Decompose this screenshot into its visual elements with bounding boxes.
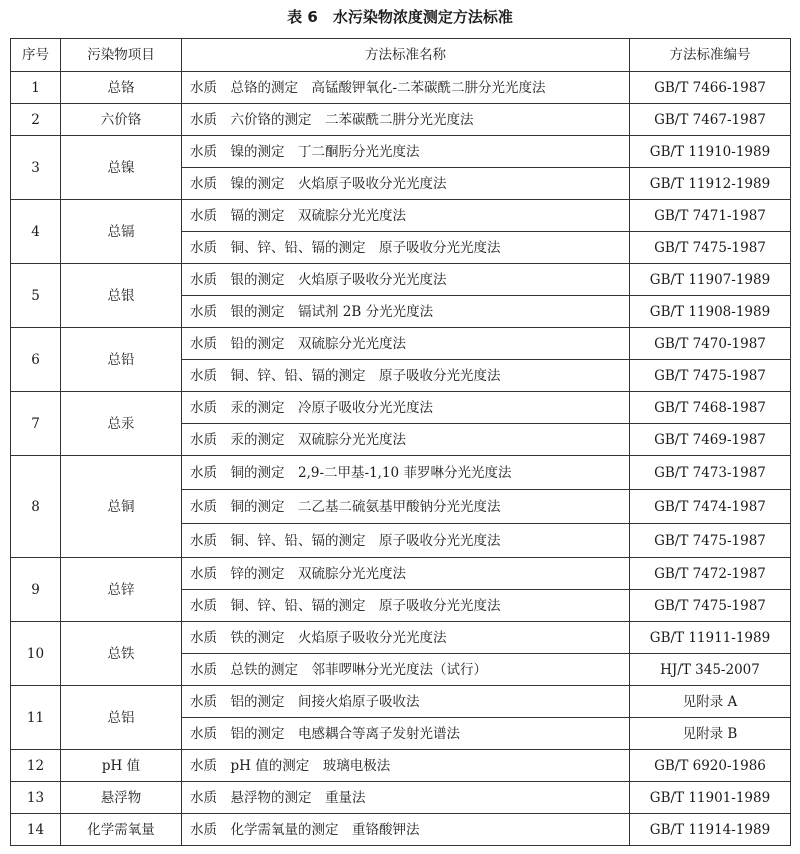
standard-code: GB/T 7471-1987 xyxy=(630,200,791,232)
method-name: 水质 总铁的测定 邻菲啰啉分光光度法（试行） xyxy=(182,654,630,686)
row-number: 2 xyxy=(11,104,61,136)
standard-code: 见附录 B xyxy=(630,718,791,750)
row-number: 1 xyxy=(11,72,61,104)
standard-code: GB/T 7474-1987 xyxy=(630,490,791,524)
pollutant-item: pH 值 xyxy=(61,750,182,782)
table-row xyxy=(11,328,791,360)
method-name: 水质 铜的测定 二乙基二硫氨基甲酸钠分光光度法 xyxy=(182,490,630,524)
standard-code: GB/T 11907-1989 xyxy=(630,264,791,296)
pollutant-item: 总锌 xyxy=(61,558,182,622)
table-body xyxy=(11,72,791,846)
row-number: 11 xyxy=(11,686,61,750)
pollutant-item: 总铝 xyxy=(61,686,182,750)
standard-code: GB/T 7467-1987 xyxy=(630,104,791,136)
method-name: 水质 汞的测定 冷原子吸收分光光度法 xyxy=(182,392,630,424)
pollutant-item: 六价铬 xyxy=(61,104,182,136)
pollutant-item: 总铜 xyxy=(61,456,182,558)
row-number: 3 xyxy=(11,136,61,200)
standard-code: 见附录 A xyxy=(630,686,791,718)
standard-code: GB/T 7470-1987 xyxy=(630,328,791,360)
row-number: 13 xyxy=(11,782,61,814)
row-number: 6 xyxy=(11,328,61,392)
method-name: 水质 铜、锌、铅、镉的测定 原子吸收分光光度法 xyxy=(182,360,630,392)
method-name: 水质 化学需氧量的测定 重铬酸钾法 xyxy=(182,814,630,846)
table-row xyxy=(11,814,791,846)
method-name: 水质 镍的测定 火焰原子吸收分光光度法 xyxy=(182,168,630,200)
row-number: 5 xyxy=(11,264,61,328)
standard-code: GB/T 7468-1987 xyxy=(630,392,791,424)
standard-code: GB/T 11901-1989 xyxy=(630,782,791,814)
standard-code: GB/T 6920-1986 xyxy=(630,750,791,782)
standards-table xyxy=(10,38,791,846)
pollutant-item: 化学需氧量 xyxy=(61,814,182,846)
standard-code: GB/T 11908-1989 xyxy=(630,296,791,328)
row-number: 14 xyxy=(11,814,61,846)
standard-code: GB/T 11911-1989 xyxy=(630,622,791,654)
method-name: 水质 总铬的测定 高锰酸钾氧化-二苯碳酰二肼分光光度法 xyxy=(182,72,630,104)
table-title: 表 6 水污染物浓度测定方法标准 xyxy=(287,8,513,26)
pollutant-item: 总铅 xyxy=(61,328,182,392)
table-row xyxy=(11,558,791,590)
method-name: 水质 铝的测定 间接火焰原子吸收法 xyxy=(182,686,630,718)
table-row xyxy=(11,750,791,782)
standard-code: GB/T 11912-1989 xyxy=(630,168,791,200)
table-row xyxy=(11,264,791,296)
row-number: 8 xyxy=(11,456,61,558)
standard-code: GB/T 7475-1987 xyxy=(630,590,791,622)
method-name: 水质 铜、锌、铅、镉的测定 原子吸收分光光度法 xyxy=(182,232,630,264)
standard-code: GB/T 7475-1987 xyxy=(630,360,791,392)
pollutant-item: 悬浮物 xyxy=(61,782,182,814)
table-row xyxy=(11,456,791,490)
standard-code: GB/T 7472-1987 xyxy=(630,558,791,590)
table-row xyxy=(11,136,791,168)
standard-code: GB/T 7475-1987 xyxy=(630,232,791,264)
header-item: 污染物项目 xyxy=(61,39,182,72)
standard-code: GB/T 7475-1987 xyxy=(630,524,791,558)
standard-code: GB/T 11914-1989 xyxy=(630,814,791,846)
method-name: 水质 汞的测定 双硫腙分光光度法 xyxy=(182,424,630,456)
pollutant-item: 总铬 xyxy=(61,72,182,104)
header-row xyxy=(11,39,791,72)
row-number: 12 xyxy=(11,750,61,782)
method-name: 水质 铜的测定 2,9-二甲基-1,10 菲罗啉分光光度法 xyxy=(182,456,630,490)
method-name: 水质 悬浮物的测定 重量法 xyxy=(182,782,630,814)
method-name: 水质 锌的测定 双硫腙分光光度法 xyxy=(182,558,630,590)
method-name: 水质 铜、锌、铅、镉的测定 原子吸收分光光度法 xyxy=(182,524,630,558)
header-code: 方法标准编号 xyxy=(630,39,791,72)
table-row xyxy=(11,392,791,424)
table-row xyxy=(11,104,791,136)
table-row xyxy=(11,200,791,232)
pollutant-item: 总铁 xyxy=(61,622,182,686)
standard-code: GB/T 7469-1987 xyxy=(630,424,791,456)
row-number: 7 xyxy=(11,392,61,456)
method-name: 水质 铁的测定 火焰原子吸收分光光度法 xyxy=(182,622,630,654)
standard-code: GB/T 7466-1987 xyxy=(630,72,791,104)
header-method: 方法标准名称 xyxy=(182,39,630,72)
method-name: 水质 镉的测定 双硫腙分光光度法 xyxy=(182,200,630,232)
row-number: 10 xyxy=(11,622,61,686)
method-name: 水质 镍的测定 丁二酮肟分光光度法 xyxy=(182,136,630,168)
standard-code: GB/T 11910-1989 xyxy=(630,136,791,168)
pollutant-item: 总银 xyxy=(61,264,182,328)
table-row xyxy=(11,782,791,814)
row-number: 9 xyxy=(11,558,61,622)
method-name: 水质 pH 值的测定 玻璃电极法 xyxy=(182,750,630,782)
method-name: 水质 铅的测定 双硫腙分光光度法 xyxy=(182,328,630,360)
table-row xyxy=(11,72,791,104)
method-name: 水质 铝的测定 电感耦合等离子发射光谱法 xyxy=(182,718,630,750)
standard-code: HJ/T 345-2007 xyxy=(630,654,791,686)
method-name: 水质 六价铬的测定 二苯碳酰二肼分光光度法 xyxy=(182,104,630,136)
row-number: 4 xyxy=(11,200,61,264)
table-row xyxy=(11,622,791,654)
method-name: 水质 铜、锌、铅、镉的测定 原子吸收分光光度法 xyxy=(182,590,630,622)
method-name: 水质 银的测定 镉试剂 2B 分光光度法 xyxy=(182,296,630,328)
table-row xyxy=(11,686,791,718)
method-name: 水质 银的测定 火焰原子吸收分光光度法 xyxy=(182,264,630,296)
pollutant-item: 总汞 xyxy=(61,392,182,456)
pollutant-item: 总镍 xyxy=(61,136,182,200)
header-no: 序号 xyxy=(11,39,61,72)
pollutant-item: 总镉 xyxy=(61,200,182,264)
standard-code: GB/T 7473-1987 xyxy=(630,456,791,490)
